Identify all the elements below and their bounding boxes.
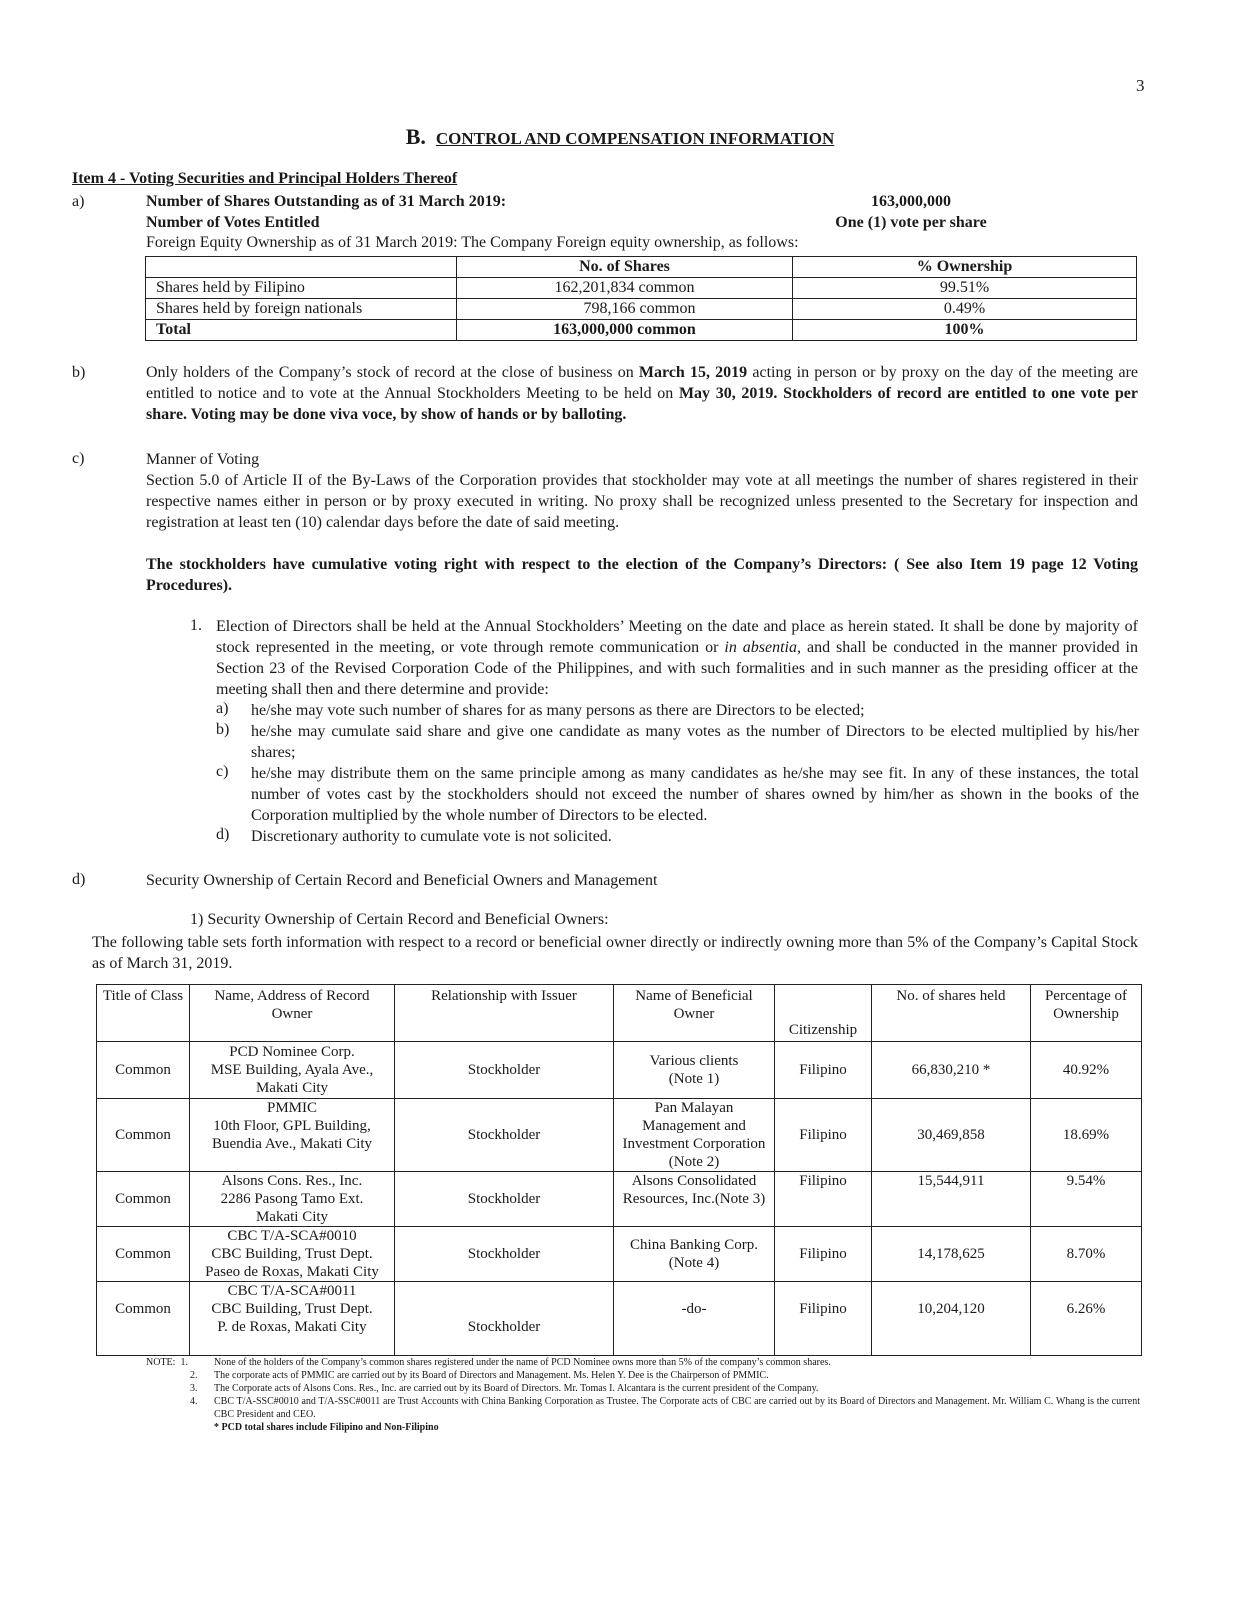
- table-cell: Filipino: [775, 1227, 872, 1282]
- note-text: The corporate acts of PMMIC are carried out by its Board of Directors and Management. Ms. Helen Y. Dee is the Chairperson of PMMIC.: [214, 1370, 769, 1381]
- table-total-row: [146, 320, 1137, 341]
- text: Stockholders of record are entitled to one vote per share. Voting may be done viva voce, by show of hands or by balloting.: [146, 385, 1139, 423]
- table-row: [97, 1282, 1142, 1356]
- table-cell: 40.92%: [1031, 1042, 1142, 1099]
- manner-of-voting-body: Section 5.0 of Article II of the By-Laws of the Corporation provides that stockholder may vote at all meetings the number of shares registered in their respective names either in person or by proxy executed in writing. No proxy shall be recognized unless presented to the Secretary for inspection and registration at least ten (10) calendar days before the date of said meeting.: [146, 472, 1138, 531]
- table-cell: Stockholder: [395, 1099, 614, 1172]
- label-b: b): [72, 364, 86, 381]
- section-heading: CONTROL AND COMPENSATION INFORMATION: [435, 129, 835, 148]
- note-spacer: [146, 1421, 214, 1434]
- note-text: None of the holders of the Company’s common shares registered under the name of PCD Nominee owns more than 5% of the company’s common shares.: [214, 1357, 831, 1368]
- label-c: c): [72, 450, 85, 467]
- line: PMMIC: [266, 1100, 318, 1116]
- line: P. de Roxas, Makati City: [217, 1319, 367, 1335]
- line: (Note 1): [668, 1071, 720, 1087]
- line: CBC T/A-SCA#0011: [227, 1283, 357, 1299]
- line: (Note 4): [668, 1255, 720, 1271]
- table-cell: Shares held by Filipino: [146, 278, 457, 299]
- line: Alsons Consolidated: [631, 1173, 757, 1189]
- shares-outstanding-label: Number of Shares Outstanding as of 31 March 2019:: [146, 193, 507, 210]
- table-cell: 0.49%: [793, 299, 1137, 320]
- security-ownership-title: Security Ownership of Certain Record and Beneficial Owners and Management: [146, 872, 658, 889]
- owners-intro: The following table sets forth information with respect to a record or beneficial owner directly or indirectly owning more than 5% of the Company’s Capital Stock as of March 31, 2019.: [92, 934, 1138, 972]
- table-cell: Stockholder: [395, 1172, 614, 1227]
- table-row: [146, 299, 1137, 320]
- header-cell: No. of shares held: [872, 985, 1031, 1042]
- table-cell: 163,000,000 common: [457, 320, 793, 341]
- line: Makati City: [255, 1209, 329, 1225]
- line: CBC T/A-SCA#0010: [227, 1228, 357, 1244]
- line: China Banking Corp.: [630, 1237, 758, 1253]
- table-cell: [190, 1099, 395, 1172]
- table-cell: 798,166 common: [457, 299, 793, 320]
- note-item: [146, 1369, 1140, 1382]
- table-cell: 8.70%: [1031, 1227, 1142, 1282]
- table-cell: 9.54%: [1031, 1172, 1142, 1227]
- note-number: 1.: [180, 1357, 188, 1368]
- table-cell: [614, 1172, 775, 1227]
- text: Election of Directors shall be held at the Annual Stockholders’ Meeting on the date and place as herein stated. It shall be done by majority of stock represented in the meeting, or vote through remote communication or: [216, 618, 1138, 656]
- line: CBC Building, Trust Dept.: [211, 1301, 373, 1317]
- table-cell: Common: [97, 1099, 190, 1172]
- table-header-row: [97, 985, 1142, 1042]
- line: Investment Corporation: [622, 1136, 766, 1152]
- section-letter: B.: [405, 124, 426, 149]
- table-cell: Stockholder: [395, 1042, 614, 1099]
- table-cell: Common: [97, 1282, 190, 1356]
- line: 10th Floor, GPL Building,: [213, 1118, 371, 1134]
- list-number: 1.: [190, 617, 202, 634]
- table-cell: [614, 1227, 775, 1282]
- label-d: d): [72, 871, 86, 888]
- table-cell: 162,201,834 common: [457, 278, 793, 299]
- table-cell: 14,178,625: [872, 1227, 1031, 1282]
- note-key: [146, 1356, 214, 1369]
- header-cell: Percentage of Ownership: [1031, 985, 1142, 1042]
- table-cell: 66,830,210 *: [872, 1042, 1031, 1099]
- table-cell: [190, 1282, 395, 1356]
- table-cell: Filipino: [775, 1042, 872, 1099]
- table-cell: 15,544,911: [872, 1172, 1031, 1227]
- note-number: 2.: [190, 1370, 198, 1381]
- sub-label: d): [216, 826, 230, 843]
- manner-of-voting-title: Manner of Voting: [146, 451, 260, 468]
- line: Makati City: [255, 1080, 329, 1096]
- election-of-directors: [216, 616, 1138, 700]
- table-cell: Filipino: [775, 1099, 872, 1172]
- header-cell: Citizenship: [775, 985, 872, 1042]
- page-number: 3: [1136, 76, 1145, 95]
- line: (Note 2): [668, 1154, 720, 1170]
- table-cell: 10,204,120: [872, 1282, 1031, 1356]
- table-cell: [614, 1282, 775, 1356]
- line: Pan Malayan: [654, 1100, 734, 1116]
- table-cell: Common: [97, 1172, 190, 1227]
- table-cell: Filipino: [775, 1172, 872, 1227]
- table-row: [97, 1227, 1142, 1282]
- note-text: The Corporate acts of Alsons Cons. Res., Inc. are carried out by its Board of Directors. Mr. Tomas I. Alcantara is the current president of the Company.: [214, 1383, 819, 1394]
- note-item: [146, 1421, 1140, 1434]
- sub-item: he/she may vote such number of shares for as many persons as there are Directors to be elected;: [251, 702, 865, 719]
- table-header-row: [146, 257, 1137, 278]
- table-cell: [614, 1099, 775, 1172]
- line: Management and: [642, 1118, 746, 1134]
- table-row: [146, 278, 1137, 299]
- note-label: NOTE:: [146, 1357, 176, 1368]
- header-cell: % Ownership: [793, 257, 1137, 278]
- label-a: a): [72, 193, 85, 210]
- footnote: * PCD total shares include Filipino and Non-Filipino: [214, 1422, 439, 1433]
- security-ownership-sub: 1) Security Ownership of Certain Record and Beneficial Owners:: [190, 911, 609, 928]
- line: CBC Building, Trust Dept.: [211, 1246, 373, 1262]
- table-row: [97, 1172, 1142, 1227]
- note-item: [146, 1356, 1140, 1369]
- table-cell: 100%: [793, 320, 1137, 341]
- line: Resources, Inc.(Note 3): [622, 1191, 766, 1207]
- note-item: [146, 1395, 1140, 1421]
- table-cell: [190, 1227, 395, 1282]
- meeting-date: May 30, 2019.: [678, 385, 778, 402]
- table-cell: Common: [97, 1227, 190, 1282]
- header-cell: Relationship with Issuer: [395, 985, 614, 1042]
- paragraph-b: [146, 362, 1138, 425]
- table-cell: Shares held by foreign nationals: [146, 299, 457, 320]
- table-cell: Common: [97, 1042, 190, 1099]
- table-cell: Stockholder: [395, 1227, 614, 1282]
- votes-value: One (1) vote per share: [835, 214, 987, 231]
- header-cell: Name of Beneficial Owner: [614, 985, 775, 1042]
- table-cell: [190, 1042, 395, 1099]
- table-cell: [190, 1172, 395, 1227]
- sub-item: Discretionary authority to cumulate vote is not solicited.: [251, 828, 612, 845]
- text: and shall be conducted in the manner provided in Section 23 of the Revised Corporation Code of the Philippines, and with such formalities and in such manner as the presiding officer at the meeting shall then and there determine and provide:: [216, 639, 1139, 698]
- sub-label: c): [216, 763, 229, 780]
- table-cell: 99.51%: [793, 278, 1137, 299]
- line: Various clients: [649, 1053, 739, 1069]
- header-cell: Title of Class: [97, 985, 190, 1042]
- votes-label: Number of Votes Entitled: [146, 214, 320, 231]
- sub-item: he/she may distribute them on the same principle among as many candidates as he/she may see fit. In any of these instances, the total number of votes cast by the stockholders should not exceed the number of shares owned by him/her as shown in the books of the Corporation multiplied by the whole number of Directors to be elected.: [251, 765, 1139, 824]
- sub-label: a): [216, 700, 229, 717]
- line: PCD Nominee Corp.: [229, 1044, 355, 1060]
- text: Only holders of the Company’s stock of record at the close of business on: [146, 364, 639, 381]
- table-cell: 18.69%: [1031, 1099, 1142, 1172]
- table-row: [97, 1099, 1142, 1172]
- foreign-equity-line: Foreign Equity Ownership as of 31 March 2019: The Company Foreign equity ownership, as follows:: [146, 234, 799, 251]
- table-cell: 30,469,858: [872, 1099, 1031, 1172]
- section-title: [0, 124, 1240, 150]
- note-item: [146, 1382, 1140, 1395]
- item4-heading: Item 4 - Voting Securities and Principal Holders Thereof: [72, 170, 458, 187]
- table-cell: Filipino: [775, 1282, 872, 1356]
- line: Alsons Cons. Res., Inc.: [221, 1173, 363, 1189]
- table-row: [97, 1042, 1142, 1099]
- notes: [146, 1356, 1140, 1434]
- cumulative-voting-note: The stockholders have cumulative voting right with respect to the election of the Company’s Directors: ( See also Item 19 page 12 Voting Procedures).: [146, 556, 1138, 594]
- header-cell: [146, 257, 457, 278]
- line: 2286 Pasong Tamo Ext.: [220, 1191, 364, 1207]
- line: MSE Building, Ayala Ave.,: [210, 1062, 374, 1078]
- record-date: March 15, 2019: [638, 364, 748, 381]
- note-text: CBC T/A-SSC#0010 and T/A-SSC#0011 are Trust Accounts with China Banking Corporation as Trustee. The Corporate acts of CBC are carried out by its Board of Directors and Management. Mr. William C. Whang is the current CBC President and CEO.: [214, 1396, 1140, 1420]
- header-cell: No. of Shares: [457, 257, 793, 278]
- note-number: 3.: [190, 1383, 198, 1394]
- text: in absentia,: [724, 639, 802, 656]
- header-cell: Name, Address of Record Owner: [190, 985, 395, 1042]
- sub-item: he/she may cumulate said share and give one candidate as many votes as the number of Directors to be elected multiplied by his/her shares;: [251, 723, 1139, 761]
- foreign-ownership-table: [145, 256, 1137, 341]
- table-cell: 6.26%: [1031, 1282, 1142, 1356]
- table-cell: Total: [146, 320, 457, 341]
- shares-outstanding-value: 163,000,000: [871, 193, 951, 210]
- sub-label: b): [216, 721, 230, 738]
- text: acting in person or by proxy on the day of the meeting are entitled to notice and to vote at the Annual Stockholders Meeting to be held on: [146, 364, 1138, 402]
- note-number: 4.: [190, 1396, 198, 1407]
- owners-table: [96, 984, 1142, 1356]
- line: Buendia Ave., Makati City: [211, 1136, 373, 1152]
- line: Paseo de Roxas, Makati City: [205, 1264, 379, 1280]
- line: -do-: [681, 1301, 707, 1317]
- table-cell: [614, 1042, 775, 1099]
- table-cell: Stockholder: [395, 1282, 614, 1356]
